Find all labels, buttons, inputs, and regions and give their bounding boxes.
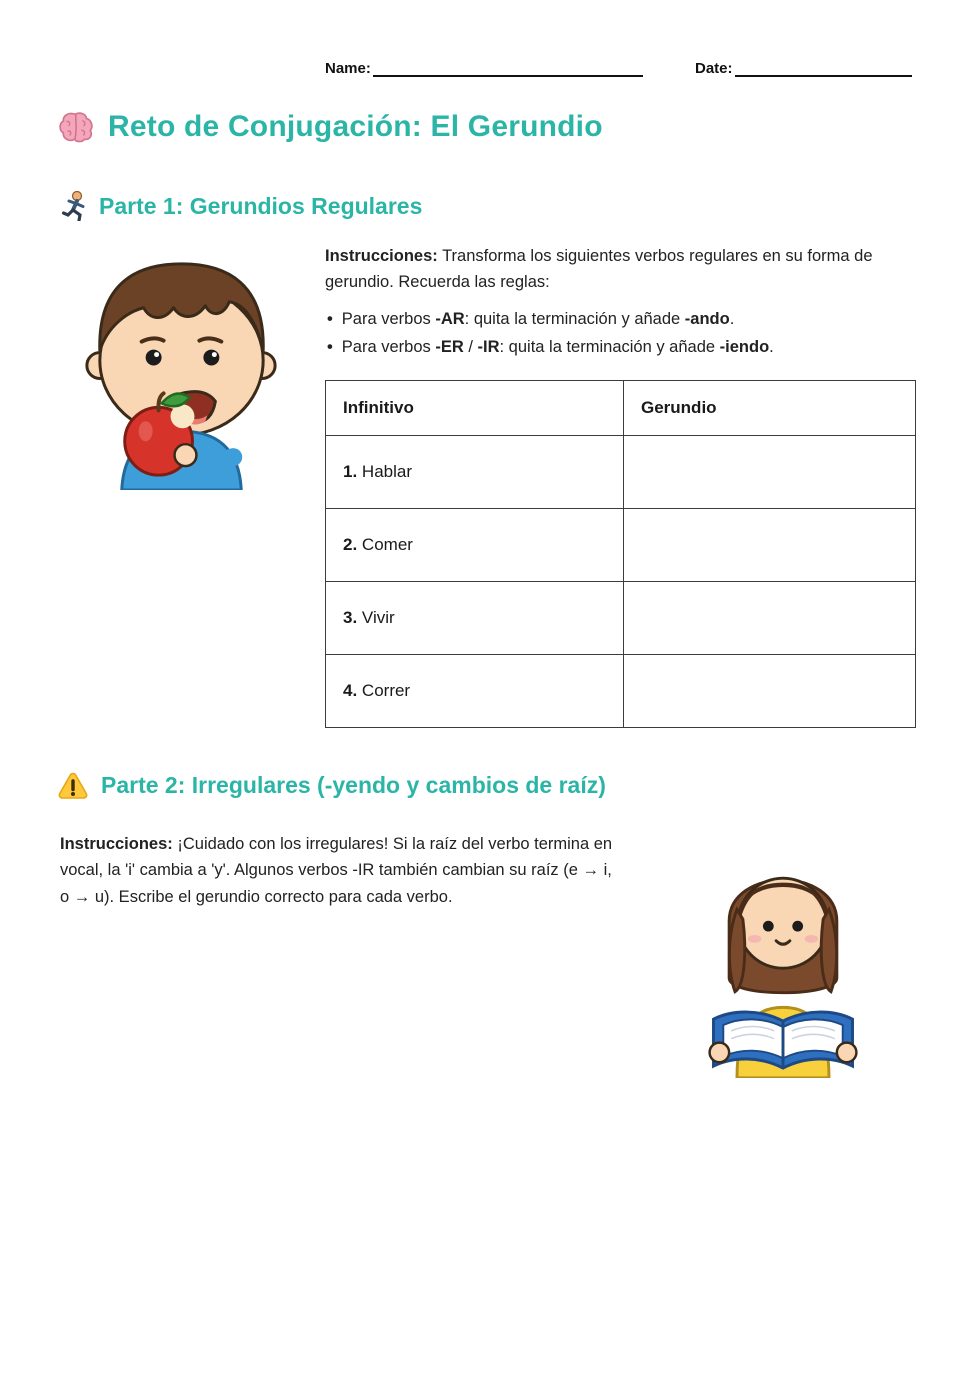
gerundio-header: Gerundio — [624, 381, 916, 436]
table-row — [326, 582, 916, 655]
verb-name: Vivir — [361, 608, 395, 627]
table-header-row — [326, 381, 916, 436]
verb-number: 1. — [343, 462, 358, 481]
date-input-line[interactable] — [735, 62, 912, 77]
infinitive-cell — [326, 582, 624, 655]
rule-er-ir: • Para verbos -ER / -IR: quita la terminación y añade -iendo. — [327, 334, 919, 362]
part1-instructions-text: Transforma los siguientes verbos regulares en su forma de gerundio. Recuerda las reglas: — [325, 247, 873, 292]
name-label: Name: — [325, 60, 371, 77]
name-input-line[interactable] — [373, 62, 643, 77]
verb-number: 3. — [343, 608, 358, 627]
gerundio-answer-cell[interactable] — [624, 436, 916, 509]
infinitive-cell — [326, 436, 624, 509]
verb-name: Comer — [361, 535, 413, 554]
verb-number: 4. — [343, 681, 358, 700]
date-label: Date: — [695, 60, 733, 77]
date-field — [695, 60, 912, 77]
verb-table — [325, 380, 916, 728]
part2-instructions — [60, 831, 620, 910]
part2-title: Parte 2: Irregulares (-yendo y cambios de raíz) — [101, 771, 606, 798]
verb-number: 2. — [343, 535, 358, 554]
girl-reading-book-illustration — [690, 833, 876, 1078]
table-row — [326, 436, 916, 509]
gerundio-answer-cell[interactable] — [624, 582, 916, 655]
warning-icon — [58, 771, 88, 799]
part1-instructions — [325, 243, 917, 296]
part2-instructions-text: ¡Cuidado con los irregulares! Si la raíz del verbo termina en vocal, la 'i' cambia a 'y'. Algunos verbos -IR también cambian su raíz (e → i, o → u). Escribe el gerundio correcto para cada verbo. — [60, 835, 613, 906]
part1-title: Parte 1: Gerundios Regulares — [99, 192, 423, 219]
table-row — [326, 509, 916, 582]
part2-instructions-label: Instrucciones: — [60, 835, 173, 853]
brain-icon — [58, 111, 94, 143]
gerundio-answer-cell[interactable] — [624, 509, 916, 582]
part2-heading — [58, 771, 606, 799]
table-row — [326, 655, 916, 728]
verb-name: Hablar — [361, 462, 413, 481]
page-title: Reto de Conjugación: El Gerundio — [108, 110, 603, 143]
boy-eating-apple-illustration — [62, 246, 300, 490]
verb-name: Correr — [361, 681, 411, 700]
doc-title — [58, 110, 603, 144]
part1-instructions-label: Instrucciones: — [325, 247, 438, 265]
gerundio-answer-cell[interactable] — [624, 655, 916, 728]
runner-icon — [62, 191, 86, 221]
part1-heading — [62, 191, 422, 221]
conjugation-rules-list — [327, 306, 919, 361]
rule-ar: • Para verbos -AR: quita la terminación y añade -ando. — [327, 306, 919, 334]
infinitive-cell — [326, 655, 624, 728]
infinitive-cell — [326, 509, 624, 582]
infinitivo-header: Infinitivo — [326, 381, 624, 436]
name-field — [325, 60, 643, 77]
